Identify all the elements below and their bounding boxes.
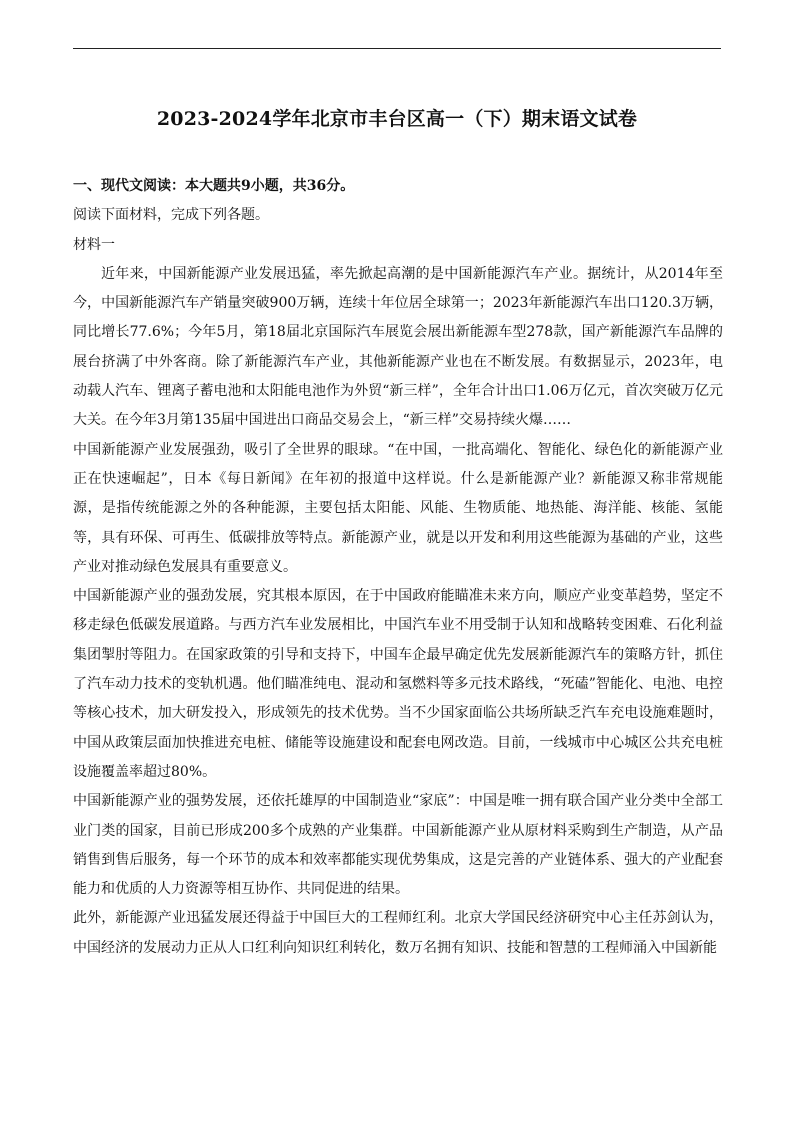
material-label: 材料一 — [73, 236, 115, 253]
header-rule — [73, 48, 721, 49]
paragraph-1: 近年来，中国新能源产业发展迅猛，率先掀起高潮的是中国新能源汽车产业。据统计，从2014年至今，中国新能源汽车产销量突破900万辆，连续十年位居全球第一；2023年新能源汽车出口120.3万辆，同比增长77.6%；今年5月，第18届北京国际汽车展览会展出新能源车型278款，国产新能源汽车品牌的展台挤满了中外客商。除了新能源汽车产业，其他新能源产业也在不断发展。有数据显示，2023年，电动载人汽车、锂离子蓄电池和太阳能电池作为外贸“新三样”，全年合计出口1.06万亿元，首次突破万亿元大关。在今年3月第135届中国进出口商品交易会上，“新三样”交易持续火爆…… — [73, 265, 723, 429]
paragraph-5: 此外，新能源产业迅猛发展还得益于中国巨大的工程师红利。北京大学国民经济研究中心主任苏剑认为，中国经济的发展动力正从人口红利向知识红利转化，数万名拥有知识、技能和智慧的工程师涌入中国新能 — [73, 910, 723, 956]
exam-title: 2023-2024学年北京市丰台区高一（下）期末语文试卷 — [156, 108, 638, 130]
paragraph-2: 中国新能源产业发展强劲，吸引了全世界的眼球。“在中国，一批高端化、智能化、绿色化的新能源产业正在快速崛起”，日本《每日新闻》在年初的报道中这样说。什么是新能源产业？新能源又称非常规能源，是指传统能源之外的各种能源，主要包括太阳能、风能、生物质能、地热能、海洋能、核能、氢能等，具有环保、可再生、低碳排放等特点。新能源产业，就是以开发和利用这些能源为基础的产业，这些产业对推动绿色发展具有重要意义。 — [73, 441, 723, 575]
reading-instruction: 阅读下面材料，完成下列各题。 — [73, 207, 269, 224]
paragraph-3: 中国新能源产业的强劲发展，究其根本原因，在于中国政府能瞄准未来方向，顺应产业变革趋势，坚定不移走绿色低碳发展道路。与西方汽车业发展相比，中国汽车业不用受制于认知和战略转变困难、石化利益集团掣肘等阻力。在国家政策的引导和支持下，中国车企最早确定优先发展新能源汽车的策略方针，抓住了汽车动力技术的变轨机遇。他们瞄准纯电、混动和氢燃料等多元技术路线，“死磕”智能化、电池、电控等核心技术，加大研发投入，形成领先的技术优势。当不少国家面临公共场所缺乏汽车充电设施难题时，中国从政策层面加快推进充电桩、储能等设施建设和配套电网改造。目前，一线城市中心城区公共充电桩设施覆盖率超过80%。 — [73, 588, 723, 780]
section-heading: 一、现代文阅读：本大题共9小题，共36分。 — [73, 178, 355, 194]
reading-section — [73, 172, 723, 963]
paragraph-4: 中国新能源产业的强势发展，还依托雄厚的中国制造业“家底”：中国是唯一拥有联合国产业分类中全部工业门类的国家，目前已形成200多个成熟的产业集群。中国新能源产业从原材料采购到生产制造，从产品销售到售后服务，每一个环节的成本和效率都能实现优势集成，这是完善的产业链体系、强大的产业配套能力和优质的人力资源等相互协作、共同促进的结果。 — [73, 793, 723, 898]
